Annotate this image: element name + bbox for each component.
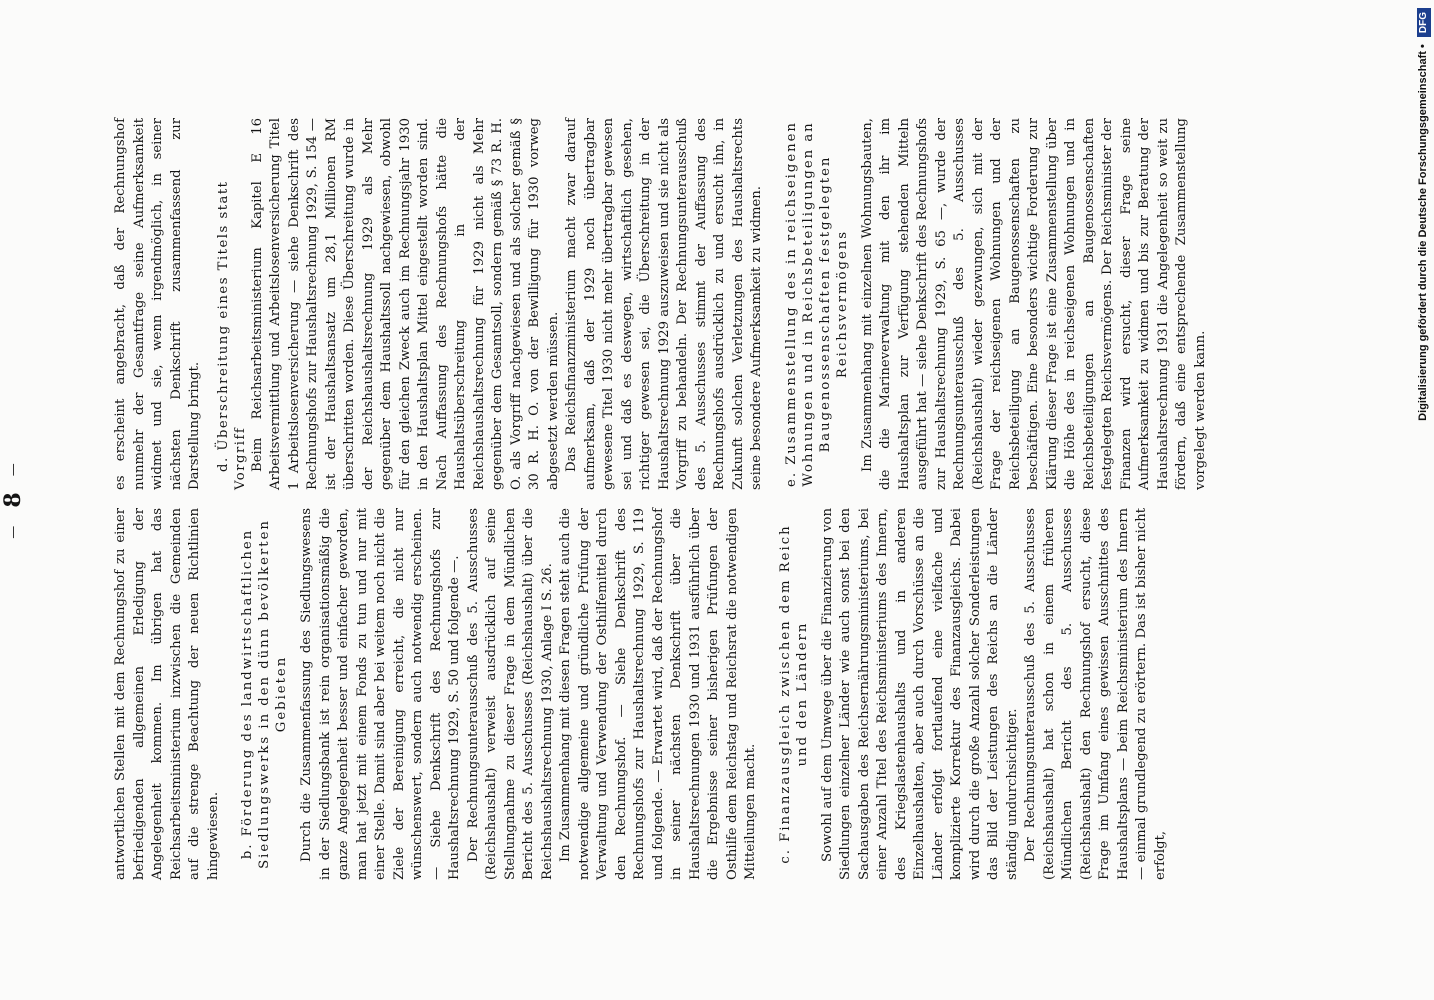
section-heading-d: d. Überschreitung eines Titels statt Vorgriff [215,180,248,490]
paragraph: Sowohl auf dem Umwege über die Finanzierung von Siedlungen einzelner Länder wie auch sonst bei den Sachausgaben des Reichsernährungsministeriums, bei einer Anzahl Titel des Reichsministeriums des Innern, des Kriegslastenhaushalts und in anderen Einzelhaushalten, aber auch durch Vorschüsse an die Länder erfolgt fortlaufend eine vielfache und komplizierte Korrektur des Finanzausgleichs. Dabei wird durch die große Anzahl solcher Sonderleistungen das Bild der Leistungen des Reichs an die Länder ständig undurchsichtiger. [819,508,1020,880]
paragraph: Der Rechnungsunterausschuß des 5. Ausschusses (Reichshaushalt) verweist ausdrücklich auf seine Stellungnahme zu dieser Frage in dem Mündlichen Bericht des 5. Ausschusses (Reichshaushalt) über die Reichshaushaltsrechnung 1930, Anlage I S. 26. [465,508,555,880]
section-heading-b: b. Förderung des landwirtschaftlichen Siedlungswerks in den dünn bevölkerten Gebieten [240,519,289,869]
page-header [0,105,40,895]
paragraph: Das Reichsfinanzministerium macht zwar darauf aufmerksam, daß der 1929 noch übertragbar gewesene Titel 1930 nicht mehr übertragbar gewesen sei und daß es deswegen, wirtschaftlich gesehen, richtiger gewesen sei, die Überschreitung in der Haushaltsrechnung 1929 auszuweisen und sie nicht als Vorgriff zu behandeln. Der Rechnungsunterausschuß des 5. Ausschusses stimmt der Auffassung des Rechnungshofs ausdrücklich zu und ersucht ihn, in Zukunft solchen Verletzungen des Haushaltsrechts seine besondere Aufmerksamkeit zu widmen. [564,118,764,490]
header-dash-left: — [6,523,21,539]
page-number: 8 [0,492,26,508]
right-column [112,118,1210,490]
paragraph: antwortlichen Stellen mit dem Rechnungshof zu einer befriedigenden allgemeinen Erledigung der Angelegenheit kommen. Im übrigen hat das Reichsarbeitsministerium inzwischen die Gemeinden auf die strenge Beachtung der neuen Richtlinien hingewiesen. [113,508,221,880]
rotated-document-page [0,105,1208,895]
paragraph: Der Rechnungsunterausschuß des 5. Ausschusses (Reichshaushalt) hat schon in einem früheren Mündlichen Bericht des 5. Ausschusses (Reichshaushalt) den Rechnungshof ersucht, diese Frage im Umfang eines gewissen Ausschnittes des Haushaltsplans — beim Reichsministerium des Innern — einmal grundlegend zu erörtern. Das ist bisher nicht erfolgt, [1023,508,1168,880]
left-column [112,508,1170,880]
paragraph: Beim Reichsarbeitsministerium Kapitel E 16 Arbeitsvermittlung und Arbeitslosenversicherung Titel 1 Arbeitslosenversicherung — siehe Denkschrift des Rechnungshofs zur Haushaltsrechnung 1929, S. 154 — ist der Haushaltsansatz um 28,1 Millionen RM überschritten worden. Diese Überschreitung wurde in der Reichshaushaltsrechnung 1929 als Mehr gegenüber dem Haushaltssoll nachgewiesen, obwohl für den gleichen Zweck auch im Rechnungsjahr 1930 in den Haushaltsplan Mittel eingestellt worden sind. Nach Auffassung des Rechnungshofs hätte die Haushaltsüberschreitung in der Reichshaushaltsrechnung für 1929 nicht als Mehr gegenüber dem Gesamtsoll, sondern gemäß § 73 R. H. O. als Vorgriff nachgewiesen und als solcher gemäß § 30 R. H. O. von der Bewilligung für 1930 vorweg abgesetzt werden müssen. [249,118,561,490]
paragraph: es erscheint angebracht, daß der Rechnungshof nunmehr der Gesamtfrage seine Aufmerksamkeit widmet und sie, wenn irgendmöglich, in seiner nächsten Denkschrift zusammenfassend zur Darstellung bringt. [113,118,202,490]
header-dash-right: — [6,461,21,477]
paragraph: Im Zusammenhang mit einzelnen Wohnungsbauten, die die Marineverwaltung mit den ihr im Haushaltsplan zur Verfügung stehenden Mitteln ausgeführt hat — siehe Denkschrift des Rechnungshofs zur Haushaltsrechnung 1929, S. 65 —, wurde der Rechnungsunterausschuß des 5. Ausschusses (Reichshaushalt) wieder gezwungen, sich mit der Frage der reichseigenen Wohnungen und der Reichsbeteiligung an Baugenossenschaften zu beschäftigen. Eine besonders wichtige Forderung zur Klärung dieser Frage ist eine Zusammenstellung über die Höhe des in reichseigenen Wohnungen und in Reichsbeteiligungen an Baugenossenschaften festgelegten Reichsvermögens. Der Reichsminister der Finanzen wird ersucht, dieser Frage seine Aufmerksamkeit zu widmen und bis zur Beratung der Haushaltsrechnung 1931 die Angelegenheit so weit zu fördern, daß eine entsprechende Zusammenstellung vorgelegt werden kann. [859,118,1208,490]
dfg-logo: DFG [1417,8,1431,37]
credit-text: Digitalisierung gefördert durch die Deutsche Forschungsgemeinschaft • [1417,44,1429,421]
paragraph: Im Zusammenhang mit diesen Fragen steht auch die notwendige allgemeine und gründliche Prüfung der Verwaltung und Verwendung der Osthilfemittel durch den Rechnungshof. — Siehe Denkschrift des Rechnungshofs zur Haushaltsrechnung 1929, S. 119 und folgende. — Erwartet wird, daß der Rechnungshof in seiner nächsten Denkschrift über die Haushaltsrechnungen 1930 und 1931 ausführlich über die Ergebnisse seiner bisherigen Prüfungen der Osthilfe dem Reichstag und Reichsrat die notwendigen Mitteilungen macht. [558,508,758,880]
section-heading-c: c. Finanzausgleich zwischen dem Reich und den Ländern [777,524,810,864]
section-heading-e: e. Zusammenstellung des in reichseigenen Wohnungen und in Reichsbeteiligungen an Baugenossenschaften festgelegten Reichsvermögens [783,121,850,487]
digitization-credit [1410,8,1432,993]
paragraph: Durch die Zusammenfassung des Siedlungswesens in der Siedlungsbank ist rein organisationsmäßig die ganze Angelegenheit besser und einfacher geworden, man hat jetzt mit einem Fonds zu tun und nur mit einer Stelle. Damit sind aber bei weitem noch nicht die Ziele der Bereinigung erreicht, die nicht nur wünschenswert, sondern auch notwendig erscheinen. — Siehe Denkschrift des Rechnungshofs zur Haushaltsrechnung 1929, S. 50 und folgende —. [299,508,462,880]
